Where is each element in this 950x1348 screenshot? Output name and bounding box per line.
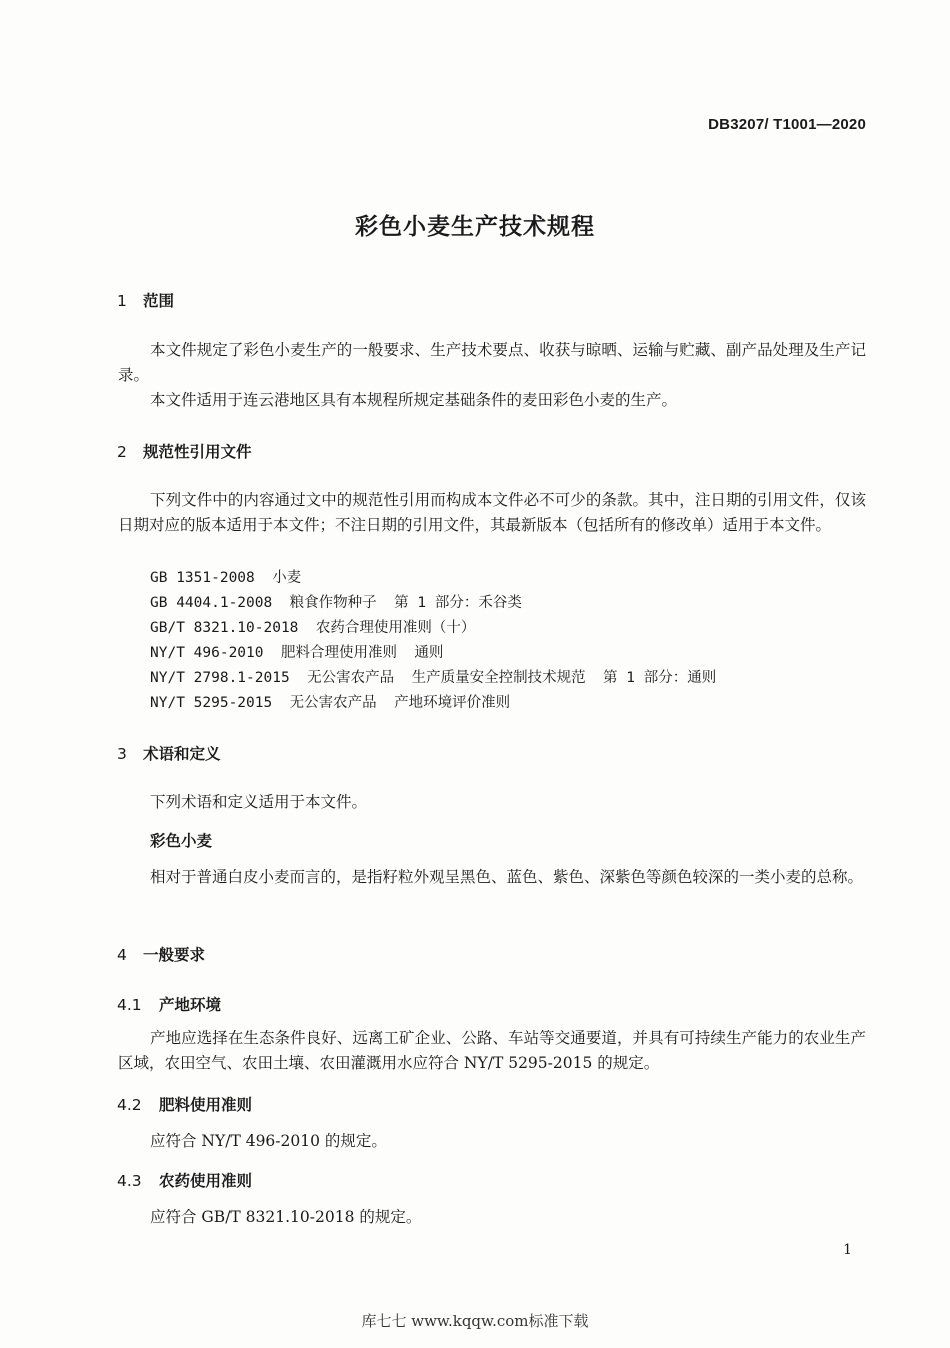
- section-4-3-heading: [117, 1169, 252, 1191]
- section-title: 农药使用准则: [159, 1172, 253, 1190]
- footer-watermark-text: 库七七 www.kqqw.com标准下载: [361, 1312, 589, 1330]
- section-4-3-paragraph: 应符合 GB/T 8321.10-2018 的规定。: [150, 1208, 422, 1226]
- section-4-2-paragraph: 应符合 NY/T 496-2010 的规定。: [150, 1132, 387, 1150]
- section-number: 4: [117, 946, 127, 964]
- section-number: 4.1: [117, 996, 142, 1014]
- reference-item: NY/T 5295-2015 无公害农产品 产地环境评价准则: [150, 695, 511, 711]
- section-number: 3: [117, 745, 127, 763]
- section-number: 2: [117, 443, 127, 461]
- section-1-heading: [117, 289, 174, 311]
- section-3-paragraph-1: 下列术语和定义适用于本文件。: [150, 793, 368, 811]
- reference-item: NY/T 2798.1-2015 无公害农产品 生产质量安全控制技术规范 第 1 部分：通则: [150, 670, 717, 686]
- section-number: 4.2: [117, 1096, 142, 1114]
- section-2-paragraph-1: 下列文件中的内容通过文中的规范性引用而构成本文件必不可少的条款。其中，注日期的引用文件，仅该日期对应的版本适用于本文件；不注日期的引用文件，其最新版本（包括所有的修改单）适用于本文件。: [118, 491, 866, 534]
- page-number: 1: [843, 1242, 852, 1258]
- section-title: 范围: [143, 292, 175, 310]
- section-1-paragraph-1: 本文件规定了彩色小麦生产的一般要求、生产技术要点、收获与晾晒、运输与贮藏、副产品处理及生产记录。: [118, 341, 866, 384]
- section-title: 规范性引用文件: [143, 443, 252, 461]
- section-4-1-paragraph: 产地应选择在生态条件良好、远离工矿企业、公路、车站等交通要道，并具有可持续生产能力的农业生产区域，农田空气、农田土壤、农田灌溉用水应符合 NY/T 5295-2015 的规定。: [118, 1029, 866, 1072]
- section-title: 一般要求: [143, 946, 206, 964]
- document-title: 彩色小麦生产技术规程: [355, 214, 595, 240]
- reference-item: GB 4404.1-2008 粮食作物种子 第 1 部分：禾谷类: [150, 595, 522, 611]
- section-1-paragraph-2: 本文件适用于连云港地区具有本规程所规定基础条件的麦田彩色小麦的生产。: [150, 391, 678, 409]
- section-number: 4.3: [117, 1172, 142, 1190]
- section-title: 肥料使用准则: [159, 1096, 253, 1114]
- section-title: 术语和定义: [143, 745, 221, 763]
- section-3-heading: [117, 742, 221, 764]
- section-4-1-heading: [117, 993, 221, 1015]
- section-number: 1: [117, 292, 127, 310]
- reference-item: NY/T 496-2010 肥料合理使用准则 通则: [150, 645, 444, 661]
- section-4-heading: [117, 943, 205, 965]
- reference-item: GB 1351-2008 小麦: [150, 570, 302, 586]
- reference-item: GB/T 8321.10-2018 农药合理使用准则（十）: [150, 620, 476, 636]
- term-name: 彩色小麦: [150, 832, 213, 850]
- section-2-heading: [117, 440, 252, 462]
- section-title: 产地环境: [159, 996, 222, 1014]
- term-definition: 相对于普通白皮小麦而言的，是指籽粒外观呈黑色、蓝色、紫色、深紫色等颜色较深的一类小麦的总称。: [150, 868, 864, 886]
- section-4-2-heading: [117, 1093, 252, 1115]
- standard-number: DB3207/ T1001—2020: [708, 116, 866, 133]
